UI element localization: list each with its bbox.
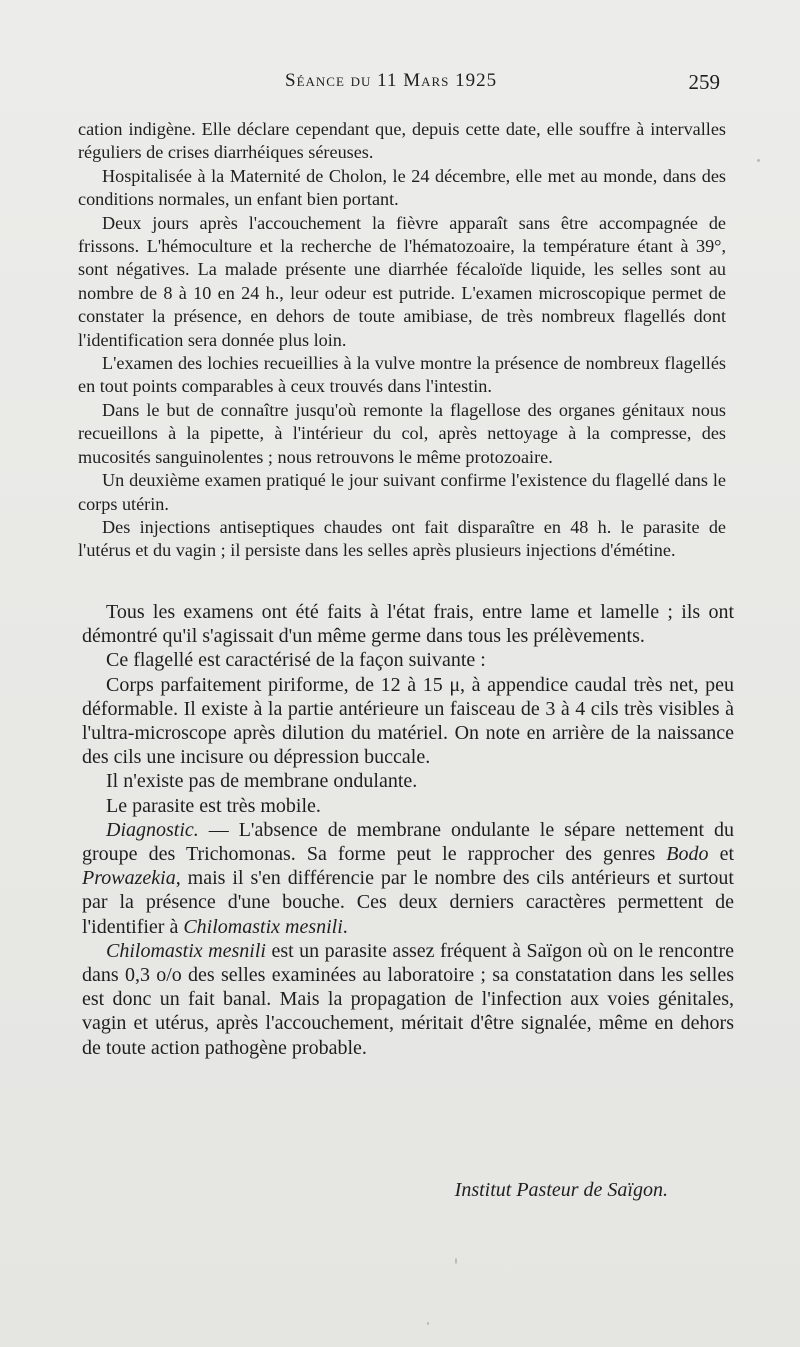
species-name-2: Chilomastix mesnili xyxy=(106,939,266,962)
paragraph-diagnostic xyxy=(82,818,734,939)
diagnostic-label: Diagnostic. xyxy=(106,818,199,841)
genus-bodo: Bodo xyxy=(666,843,709,866)
paragraph-conclusion xyxy=(82,939,734,1060)
paragraph-6: Un deuxième examen pratiqué le jour suivant confirme l'existence du flagellé dans le corps utérin. xyxy=(78,470,726,514)
paragraph-7: Des injections antiseptiques chaudes ont fait disparaître en 48 h. le parasite de l'utérus et du vagin ; il persiste dans les selles après plusieurs injections d'émétine. xyxy=(78,516,726,561)
page-number: 259 xyxy=(688,70,720,94)
diagnostic-text-2: et xyxy=(708,843,735,866)
paragraph-8: Tous les examens ont été faits à l'état frais, entre lame et lamelle ; ils ont démontré qu'il s'agissait d'un même germe dans tous les prélèvements. xyxy=(82,601,734,648)
paper-speck xyxy=(757,159,760,162)
diagnostic-text-1: — L'absence de membrane ondulante le sépare nettement du groupe des Trichomonas. Sa forme peut le rapprocher des genres xyxy=(82,818,734,866)
signature-institution: Institut Pasteur de Saïgon. xyxy=(454,1179,668,1201)
paper-speck xyxy=(427,1322,429,1325)
genus-prowazekia: Prowazekia xyxy=(82,867,176,890)
conclusion-text: est un parasite assez fréquent à Saïgon où on le rencontre dans 0,3 o/o des selles examinées au laboratoire ; sa constatation dans les selles est donc un fait banal. Mais la propagation de l'infection aux voies génitales, vagin et utérus, après l'accouchement, méritait d'être signalée, même en dehors de toute action pathogène probable. xyxy=(82,939,735,1059)
paragraph-3: Deux jours après l'accouchement la fièvre apparaît sans être accompagnée de frissons. L'hémoculture et la recherche de l'hématozoaire, la température étant à 39°, sont négatives. La malade présente une diarrhée fécaloïde liquide, les selles sont au nombre de 8 à 10 en 24 h., leur odeur est putride. L'examen microscopique permet de constater la présence, en dehors de toute amibiase, de très nombreux flagellés dont l'identification sera donnée plus loin. xyxy=(78,212,726,350)
species-name: Chilomastix mesnili xyxy=(183,915,343,938)
page-header xyxy=(80,70,720,100)
running-head: Séance du 11 Mars 1925 xyxy=(285,70,498,91)
diagnostic-text-4: . xyxy=(342,915,348,938)
paragraph-2: Hospitalisée à la Maternité de Cholon, le 24 décembre, elle met au monde, dans des conditions normales, un enfant bien portant. xyxy=(78,165,726,210)
paragraph-5: Dans le but de connaître jusqu'où remonte la flagellose des organes génitaux nous recueillons à la pipette, à l'intérieur du col, après nettoyage à la compresse, des mucosités sanguinolentes ; nous retrouvons le même protozoaire. xyxy=(78,399,726,467)
paragraph-9: Ce flagellé est caractérisé de la façon suivante : xyxy=(106,649,486,672)
paragraph-4: L'examen des lochies recueillies à la vulve montre la présence de nombreux flagellés en tout points comparables à ceux trouvés dans l'intestin. xyxy=(78,353,726,397)
paragraph-1: cation indigène. Elle déclare cependant que, depuis cette date, elle souffre à intervalles réguliers de crises diarrhéiques séreuses. xyxy=(78,119,726,163)
case-report-text xyxy=(78,118,726,563)
paragraph-10: Corps parfaitement piriforme, de 12 à 15 μ, à appendice caudal très net, peu déformable. Il existe à la partie antérieure un faisceau de 3 à 4 cils très visibles à l'ultra-microscope après dilution du matériel. On note en arrière de la naissance des cils une incisure ou dépression buccale. xyxy=(82,673,734,769)
diagnostic-text-3: , mais il s'en différencie par le nombre des cils antérieurs et surtout par la présence d'une bouche. Ces deux derniers caractères permettent de l'identifier à xyxy=(82,867,734,938)
discussion-text xyxy=(82,600,734,1060)
paper-speck xyxy=(455,1258,457,1264)
paragraph-11: Il n'existe pas de membrane ondulante. xyxy=(106,770,418,793)
paragraph-12: Le parasite est très mobile. xyxy=(106,794,321,817)
